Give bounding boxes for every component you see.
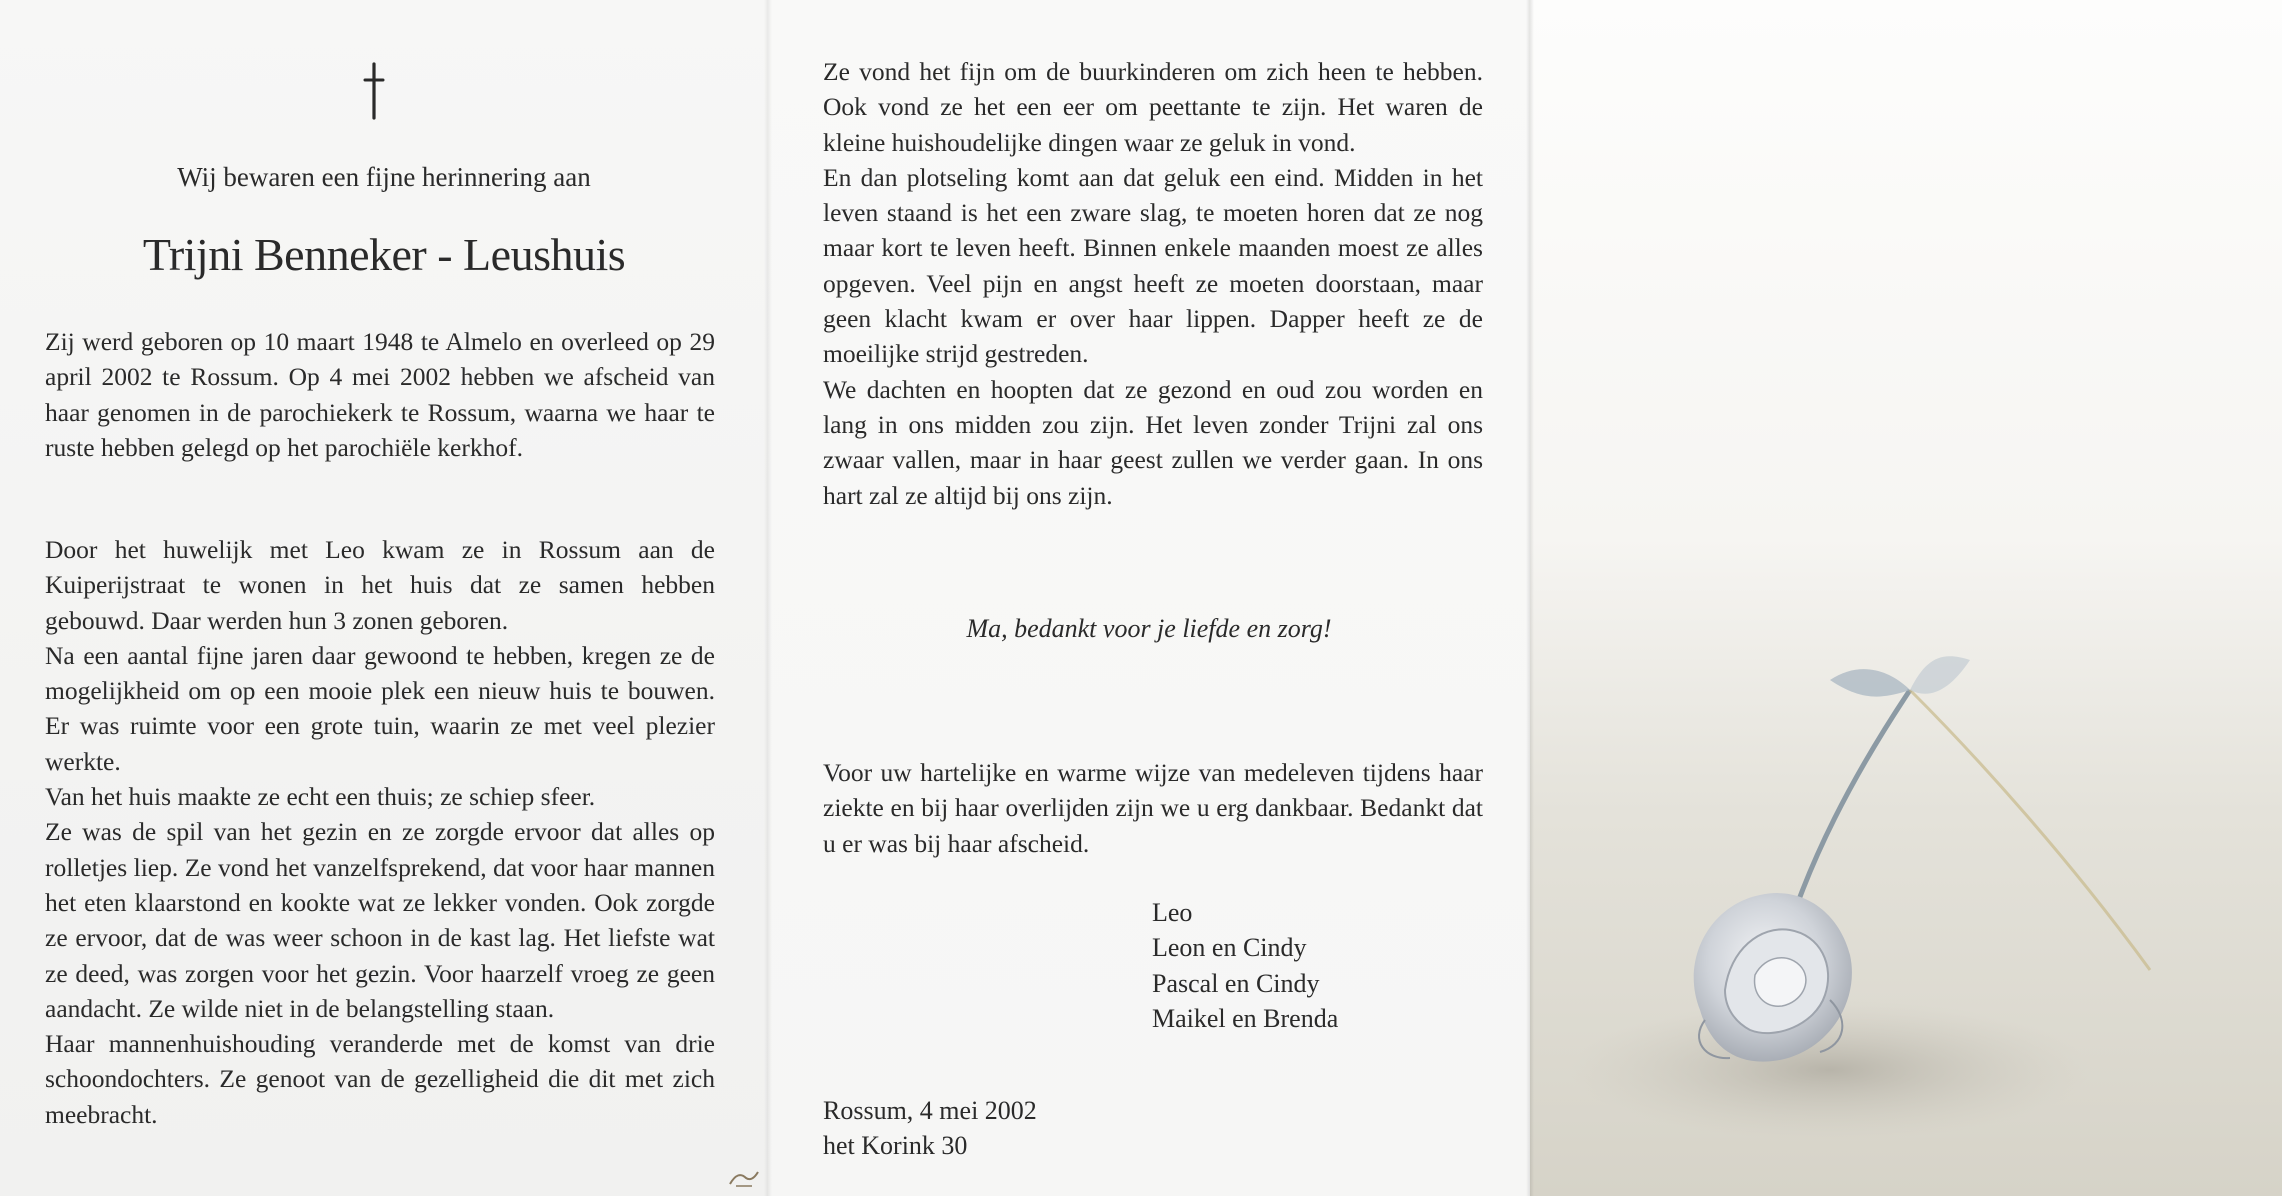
text-paragraph: Door het huwelijk met Leo kwam ze in Rossum aan de Kuiperijstraat te wonen in het huis dat ze samen hebben gebouwd. Daar werden hun 3 zonen geboren. <box>45 535 715 635</box>
place-address <box>823 1093 1037 1164</box>
text-paragraph: Voor uw hartelijke en warme wijze van medeleven tijdens haar ziekte en bij haar overlijden zijn we u erg dankbaar. Bedankt dat u er was bij haar afscheid. <box>823 758 1483 858</box>
thanks-paragraph <box>823 755 1483 861</box>
signer-name: Pascal en Cindy <box>1152 968 1320 998</box>
motto-line: Ma, bedankt voor je liefde en zorg! <box>966 614 1332 643</box>
deceased-name: Trijni Benneker - Leushuis <box>142 229 626 280</box>
intro-line: Wij bewaren een fijne herinnering aan <box>177 162 591 192</box>
signer-name: Leo <box>1152 898 1193 927</box>
life-story-block <box>45 532 715 1132</box>
signers-list <box>1152 895 1338 1036</box>
story-block <box>823 54 1483 513</box>
text-paragraph: Ze was de spil van het gezin en ze zorgde ervoor dat alles op rolletjes liep. Ze vond het vanzelfsprekend, dat voor haar mannen het eten klaarstond en kookte wat ze lekker vonden. Ook zorgde ze ervoor, dat de was weer schoon in de kast lag. Het liefste wat ze deed, was zorgen voor het gezin. Voor haarzelf vroeg ze geen aandacht. Ze wilde niet in de belangstelling staan. <box>45 817 715 1023</box>
text-paragraph: Zij werd geboren op 10 maart 1948 te Almelo en overleed op 29 april 2002 te Rossum. Op 4 mei 2002 hebben we afscheid van haar genomen in de parochiekerk te Rossum, waarna we haar te ruste hebben gelegd op het parochiële kerkhof. <box>45 327 715 462</box>
fold-line <box>1526 0 1534 1196</box>
left-panel <box>0 0 768 1196</box>
text-paragraph: Na een aantal fijne jaren daar gewoond te hebben, kregen ze de mogelijkheid om op een mooie plek een nieuw huis te bouwen. Er was ruimte voor een grote tuin, waarin ze met veel plezier werkte. <box>45 640 715 776</box>
signer-name: Maikel en Brenda <box>1152 1003 1339 1033</box>
cross-icon <box>360 62 388 120</box>
rose-illustration-icon <box>1530 0 2282 1196</box>
place-date: Rossum, 4 mei 2002 <box>823 1096 1037 1125</box>
birth-death-paragraph <box>45 324 715 465</box>
fold-line <box>764 0 772 1196</box>
signer-name: Leon en Cindy <box>1152 933 1307 963</box>
text-paragraph: Van het huis maakte ze echt een thuis; ze schiep sfeer. <box>45 782 596 812</box>
text-paragraph: We dachten en hoopten dat ze gezond en oud zou worden en lang in ons midden zou zijn. Het leven zonder Trijni zal ons zwaar vallen, maar in haar geest zullen we verder gaan. In ons hart zal ze altijd bij ons zijn. <box>823 374 1483 510</box>
text-paragraph: Ze vond het fijn om de buurkinderen om zich heen te hebben. Ook vond ze het een eer om peettante te zijn. Het waren de kleine huishoudelijke dingen waar ze geluk in vond. <box>823 57 1483 157</box>
address-line: het Korink 30 <box>823 1131 968 1161</box>
text-paragraph: Haar mannenhuishouding veranderde met de komst van drie schoondochters. Ze genoot van de gezelligheid die dit met zich meebracht. <box>45 1029 715 1129</box>
printer-mark-icon <box>726 1160 762 1190</box>
rose-panel <box>1530 0 2282 1196</box>
text-paragraph: En dan plotseling komt aan dat geluk een eind. Midden in het leven staand is het een zware slag, te moeten horen dat ze nog maar kort te leven heeft. Binnen enkele maanden moest ze alles opgeven. Veel pijn en angst heeft ze moeten doorstaan, maar geen klacht kwam er over haar lippen. Dapper heeft ze de moeilijke strijd gestreden. <box>823 162 1483 369</box>
